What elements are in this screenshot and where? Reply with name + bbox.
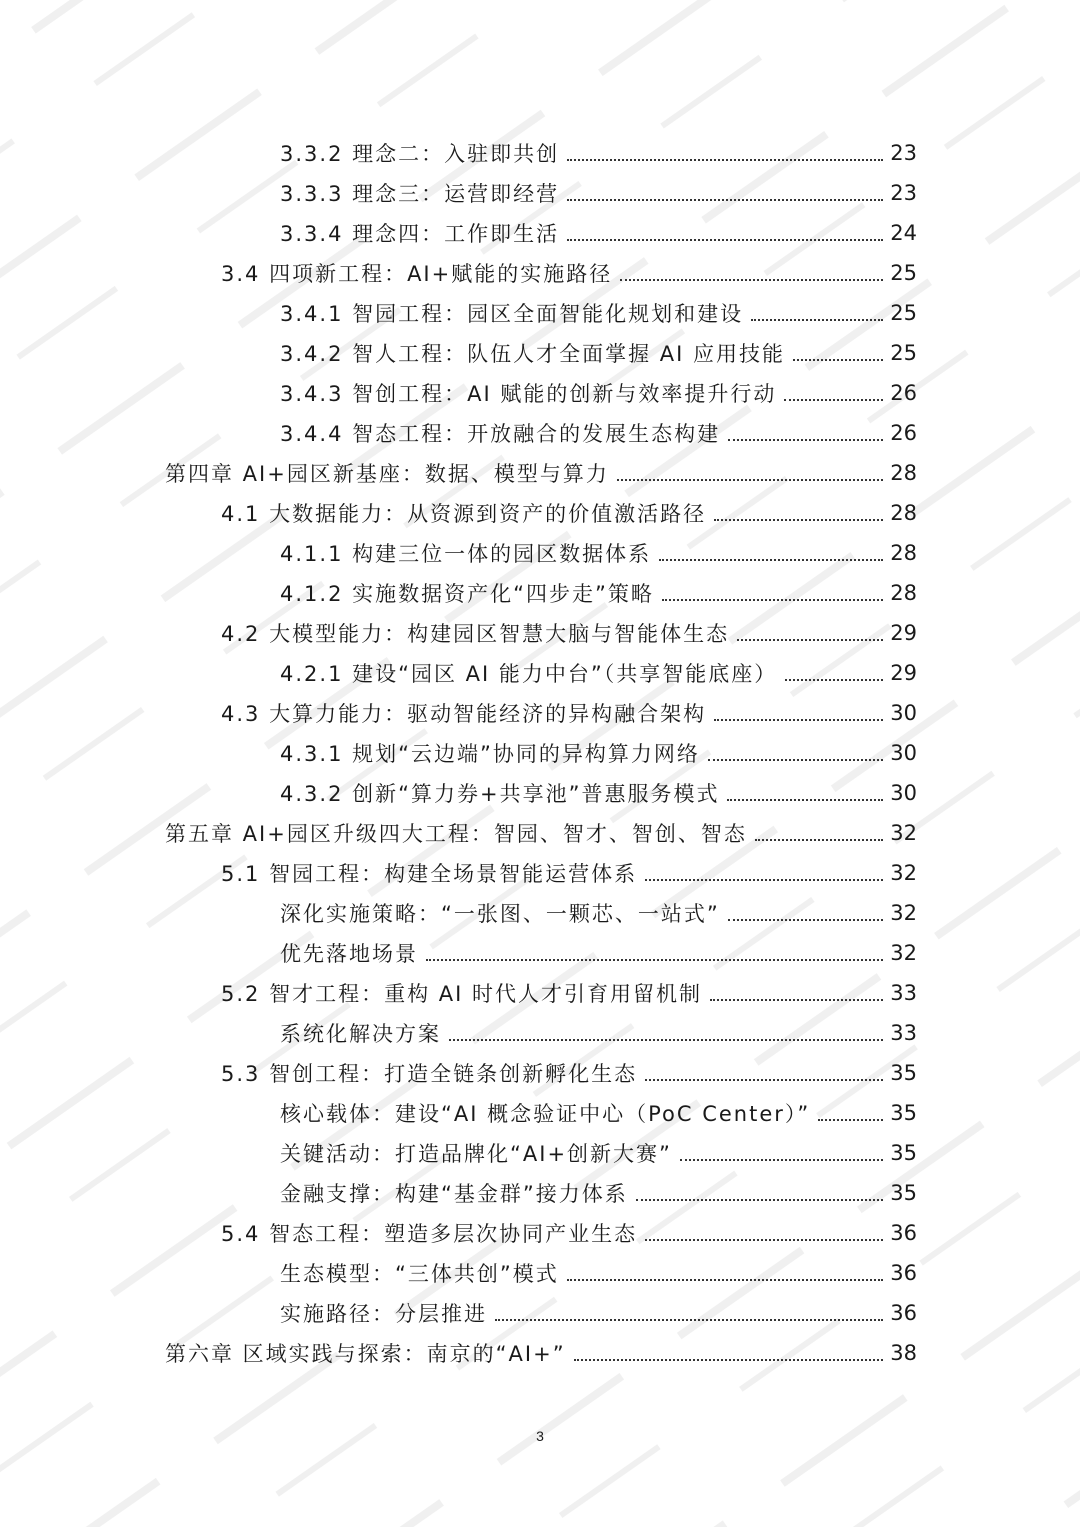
toc-entry-title: 系统化解决方案 xyxy=(280,1022,441,1046)
toc-entry[interactable] xyxy=(0,693,917,733)
toc-entry[interactable] xyxy=(0,413,917,453)
toc-entry[interactable] xyxy=(0,613,917,653)
toc-dot-leader xyxy=(495,1319,883,1321)
toc-entry[interactable] xyxy=(0,1093,917,1133)
toc-dot-leader xyxy=(617,479,883,481)
toc-entry-title: 3.3.3 理念三：运营即经营 xyxy=(280,182,560,206)
toc-dot-leader xyxy=(645,1079,883,1081)
toc-entry[interactable] xyxy=(0,453,917,493)
page-number: 3 xyxy=(536,1428,544,1444)
toc-entry[interactable] xyxy=(0,1213,917,1253)
toc-entry-title: 3.4.3 智创工程：AI 赋能的创新与效率提升行动 xyxy=(280,382,777,406)
toc-entry[interactable] xyxy=(0,293,917,333)
toc-dot-leader xyxy=(728,919,883,921)
toc-dot-leader xyxy=(785,679,883,681)
toc-entry-title: 5.2 智才工程：重构 AI 时代人才引育用留机制 xyxy=(221,982,702,1006)
toc-entry-page: 26 xyxy=(890,381,917,405)
toc-entry[interactable] xyxy=(0,973,917,1013)
toc-entry-page: 25 xyxy=(890,341,917,365)
toc-dot-leader xyxy=(680,1159,883,1161)
toc-entry[interactable] xyxy=(0,1013,917,1053)
toc-entry-title: 4.1.2 实施数据资产化“四步走”策略 xyxy=(280,582,654,606)
toc-entry-title: 4.1.1 构建三位一体的园区数据体系 xyxy=(280,542,652,566)
toc-entry-page: 35 xyxy=(890,1141,917,1165)
toc-entry-page: 33 xyxy=(890,981,917,1005)
toc-entry-title: 3.4.1 智园工程：园区全面智能化规划和建设 xyxy=(280,302,744,326)
toc-entry-page: 35 xyxy=(890,1101,917,1125)
toc-entry-page: 33 xyxy=(890,1021,917,1045)
toc-entry-page: 35 xyxy=(890,1181,917,1205)
toc-dot-leader xyxy=(620,279,883,281)
toc-entry-page: 36 xyxy=(890,1221,917,1245)
toc-entry-page: 32 xyxy=(890,861,917,885)
toc-entry-page: 28 xyxy=(890,461,917,485)
toc-entry[interactable] xyxy=(0,1253,917,1293)
toc-entry-page: 29 xyxy=(890,621,917,645)
toc-dot-leader xyxy=(567,159,883,161)
toc-dot-leader xyxy=(727,799,883,801)
toc-entry[interactable] xyxy=(0,893,917,933)
toc-entry-title: 3.3.4 理念四：工作即生活 xyxy=(280,222,560,246)
toc-entry[interactable] xyxy=(0,1333,917,1373)
toc-dot-leader xyxy=(751,319,883,321)
toc-entry[interactable] xyxy=(0,853,917,893)
toc-entry-page: 32 xyxy=(890,901,917,925)
toc-entry-page: 32 xyxy=(890,941,917,965)
toc-entry-page: 25 xyxy=(890,261,917,285)
toc-entry[interactable] xyxy=(0,1053,917,1093)
toc-entry-page: 25 xyxy=(890,301,917,325)
toc-dot-leader xyxy=(714,719,883,721)
toc-entry-page: 32 xyxy=(890,821,917,845)
toc-entry[interactable] xyxy=(0,333,917,373)
toc-entry-title: 4.3.2 创新“算力券+共享池”普惠服务模式 xyxy=(280,782,720,806)
toc-entry[interactable] xyxy=(0,1173,917,1213)
toc-entry[interactable] xyxy=(0,773,917,813)
toc-entry-page: 38 xyxy=(890,1341,917,1365)
toc-entry-page: 30 xyxy=(890,701,917,725)
toc-entry[interactable] xyxy=(0,733,917,773)
toc-entry-title: 4.2 大模型能力：构建园区智慧大脑与智能体生态 xyxy=(221,622,730,646)
toc-entry-title: 5.3 智创工程：打造全链条创新孵化生态 xyxy=(221,1062,638,1086)
toc-entry-page: 30 xyxy=(890,741,917,765)
toc-dot-leader xyxy=(645,1239,883,1241)
toc-entry-title: 第六章 区域实践与探索：南京的“AI+” xyxy=(165,1342,566,1366)
toc-entry-title: 4.2.1 建设“园区 AI 能力中台”（共享智能底座） xyxy=(280,662,778,686)
toc-entry-page: 28 xyxy=(890,501,917,525)
table-of-contents xyxy=(0,133,1080,1373)
toc-entry-title: 3.4.4 智态工程：开放融合的发展生态构建 xyxy=(280,422,721,446)
toc-dot-leader xyxy=(645,879,883,881)
toc-entry[interactable] xyxy=(0,813,917,853)
toc-dot-leader xyxy=(710,999,883,1001)
toc-entry[interactable] xyxy=(0,133,917,173)
toc-dot-leader xyxy=(793,359,883,361)
toc-dot-leader xyxy=(659,559,883,561)
toc-entry-title: 5.4 智态工程：塑造多层次协同产业生态 xyxy=(221,1222,638,1246)
toc-entry-page: 28 xyxy=(890,541,917,565)
toc-dot-leader xyxy=(567,1279,883,1281)
toc-dot-leader xyxy=(708,759,883,761)
toc-entry-title: 4.1 大数据能力：从资源到资产的价值激活路径 xyxy=(221,502,707,526)
toc-entry-title: 3.3.2 理念二：入驻即共创 xyxy=(280,142,560,166)
toc-entry-title: 优先落地场景 xyxy=(280,942,418,966)
toc-entry[interactable] xyxy=(0,533,917,573)
toc-entry[interactable] xyxy=(0,573,917,613)
toc-entry[interactable] xyxy=(0,933,917,973)
toc-entry-page: 30 xyxy=(890,781,917,805)
toc-entry-title: 3.4.2 智人工程：队伍人才全面掌握 AI 应用技能 xyxy=(280,342,786,366)
toc-entry[interactable] xyxy=(0,373,917,413)
toc-entry-title: 第五章 AI+园区升级四大工程：智园、智才、智创、智态 xyxy=(165,822,747,846)
toc-dot-leader xyxy=(662,599,883,601)
toc-entry[interactable] xyxy=(0,493,917,533)
toc-entry-page: 24 xyxy=(890,221,917,245)
toc-entry-page: 23 xyxy=(890,141,917,165)
toc-entry-page: 35 xyxy=(890,1061,917,1085)
toc-entry[interactable] xyxy=(0,1133,917,1173)
toc-entry-title: 3.4 四项新工程：AI+赋能的实施路径 xyxy=(221,262,613,286)
toc-entry-page: 28 xyxy=(890,581,917,605)
toc-dot-leader xyxy=(818,1119,883,1121)
toc-entry-title: 金融支撑：构建“基金群”接力体系 xyxy=(280,1182,628,1206)
toc-entry-title: 核心载体：建设“AI 概念验证中心（PoC Center）” xyxy=(280,1102,811,1126)
toc-dot-leader xyxy=(567,239,883,241)
toc-entry-title: 生态模型：“三体共创”模式 xyxy=(280,1262,559,1286)
toc-entry-title: 实施路径：分层推进 xyxy=(280,1302,487,1326)
toc-dot-leader xyxy=(636,1199,883,1201)
toc-entry[interactable] xyxy=(0,173,917,213)
toc-entry-title: 4.3 大算力能力：驱动智能经济的异构融合架构 xyxy=(221,702,707,726)
toc-entry-title: 5.1 智园工程：构建全场景智能运营体系 xyxy=(221,862,638,886)
toc-entry-title: 深化实施策略：“一张图、一颗芯、一站式” xyxy=(280,902,720,926)
toc-dot-leader xyxy=(728,439,883,441)
toc-entry[interactable] xyxy=(0,253,917,293)
toc-entry[interactable] xyxy=(0,653,917,693)
toc-dot-leader xyxy=(714,519,883,521)
toc-entry-page: 29 xyxy=(890,661,917,685)
toc-entry-title: 第四章 AI+园区新基座：数据、模型与算力 xyxy=(165,462,609,486)
toc-entry-page: 26 xyxy=(890,421,917,445)
toc-entry-page: 23 xyxy=(890,181,917,205)
toc-dot-leader xyxy=(426,959,883,961)
toc-dot-leader xyxy=(567,199,883,201)
toc-entry-page: 36 xyxy=(890,1301,917,1325)
toc-dot-leader xyxy=(784,399,883,401)
toc-dot-leader xyxy=(449,1039,883,1041)
toc-dot-leader xyxy=(574,1359,883,1361)
toc-entry[interactable] xyxy=(0,1293,917,1333)
toc-entry-title: 4.3.1 规划“云边端”协同的异构算力网络 xyxy=(280,742,700,766)
toc-dot-leader xyxy=(755,839,883,841)
toc-dot-leader xyxy=(737,639,883,641)
toc-entry-title: 关键活动：打造品牌化“AI+创新大赛” xyxy=(280,1142,672,1166)
toc-entry[interactable] xyxy=(0,213,917,253)
toc-entry-page: 36 xyxy=(890,1261,917,1285)
